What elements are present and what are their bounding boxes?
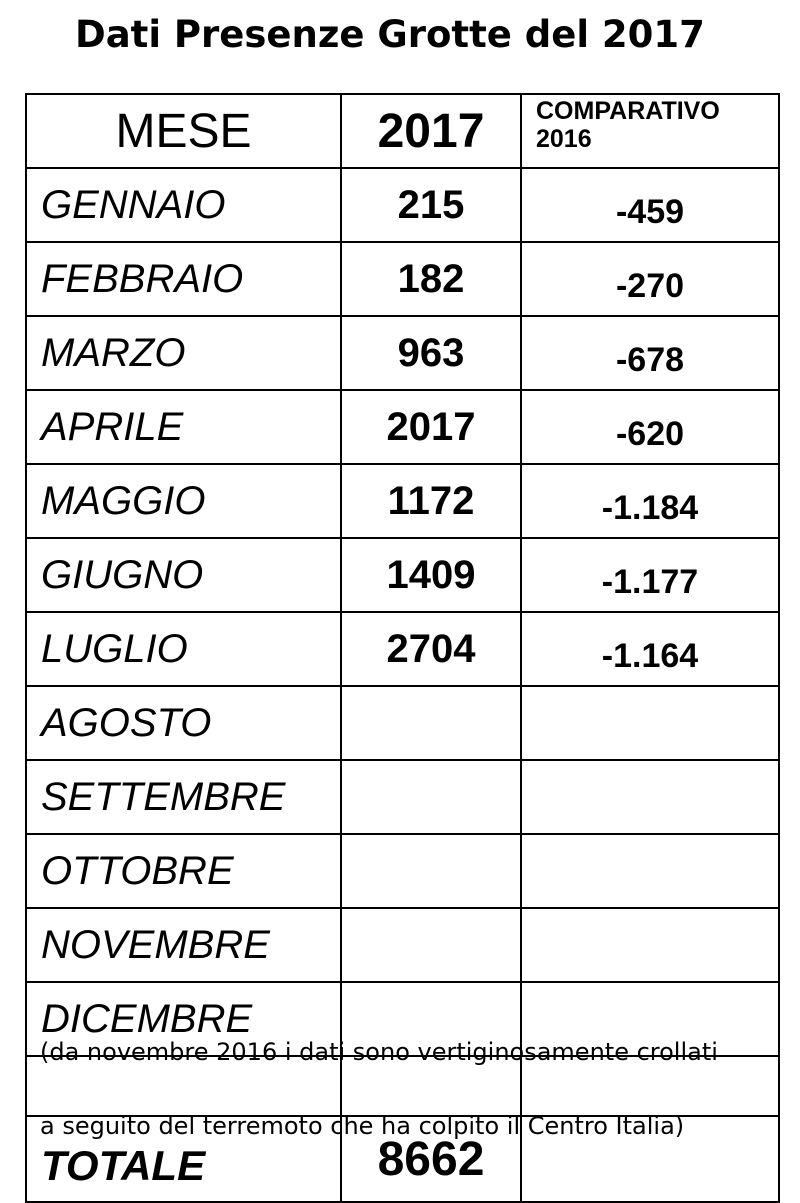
table-row: [26, 908, 779, 982]
value-cell: 2704: [341, 612, 521, 686]
header-comparative: [521, 94, 779, 168]
value-cell: [341, 686, 521, 760]
comparative-cell: -1.177: [521, 538, 779, 612]
table-row: [26, 168, 779, 242]
month-cell: OTTOBRE: [26, 834, 341, 908]
value-cell: 182: [341, 242, 521, 316]
value-cell: 215: [341, 168, 521, 242]
table-row: [26, 464, 779, 538]
header-comparative-line1: COMPARATIVO: [536, 97, 720, 125]
comparative-cell: [521, 834, 779, 908]
value-cell: 1409: [341, 538, 521, 612]
comparative-cell: [521, 908, 779, 982]
comparative-cell: -1.184: [521, 464, 779, 538]
page-title: Dati Presenze Grotte del 2017: [75, 13, 705, 56]
footnote-line-1: (da novembre 2016 i dati sono vertiginosamente crollati: [40, 1038, 718, 1066]
header-year: 2017: [341, 94, 521, 168]
table-row: [26, 834, 779, 908]
table-row: [26, 686, 779, 760]
value-cell: 1172: [341, 464, 521, 538]
month-cell: MAGGIO: [26, 464, 341, 538]
value-cell: [341, 908, 521, 982]
comparative-cell: -459: [521, 168, 779, 242]
month-cell: APRILE: [26, 390, 341, 464]
attendance-table: [25, 93, 780, 1203]
comparative-cell: [521, 760, 779, 834]
footnote-line-2: a seguito del terremoto che ha colpito il Centro Italia): [40, 1112, 685, 1140]
total-value: 8662: [341, 1116, 521, 1202]
month-cell: SETTEMBRE: [26, 760, 341, 834]
month-cell: LUGLIO: [26, 612, 341, 686]
table-row: [26, 390, 779, 464]
month-cell: GIUGNO: [26, 538, 341, 612]
table-row: [26, 242, 779, 316]
comparative-cell: -270: [521, 242, 779, 316]
table-row: [26, 538, 779, 612]
month-cell: MARZO: [26, 316, 341, 390]
table-row: [26, 760, 779, 834]
header-month: MESE: [26, 94, 341, 168]
comparative-cell: [521, 686, 779, 760]
total-label: TOTALE: [26, 1116, 341, 1202]
comparative-cell: -678: [521, 316, 779, 390]
value-cell: [341, 760, 521, 834]
comparative-cell: -620: [521, 390, 779, 464]
month-cell: NOVEMBRE: [26, 908, 341, 982]
value-cell: [341, 834, 521, 908]
table-row: [26, 316, 779, 390]
comparative-cell: -1.164: [521, 612, 779, 686]
table-header-row: [26, 94, 779, 168]
month-cell: GENNAIO: [26, 168, 341, 242]
month-cell: FEBBRAIO: [26, 242, 341, 316]
value-cell: 963: [341, 316, 521, 390]
month-cell: AGOSTO: [26, 686, 341, 760]
value-cell: 2017: [341, 390, 521, 464]
month-cell: DICEMBRE: [26, 982, 341, 1056]
table-row: [26, 612, 779, 686]
header-comparative-line2: 2016: [536, 125, 592, 153]
